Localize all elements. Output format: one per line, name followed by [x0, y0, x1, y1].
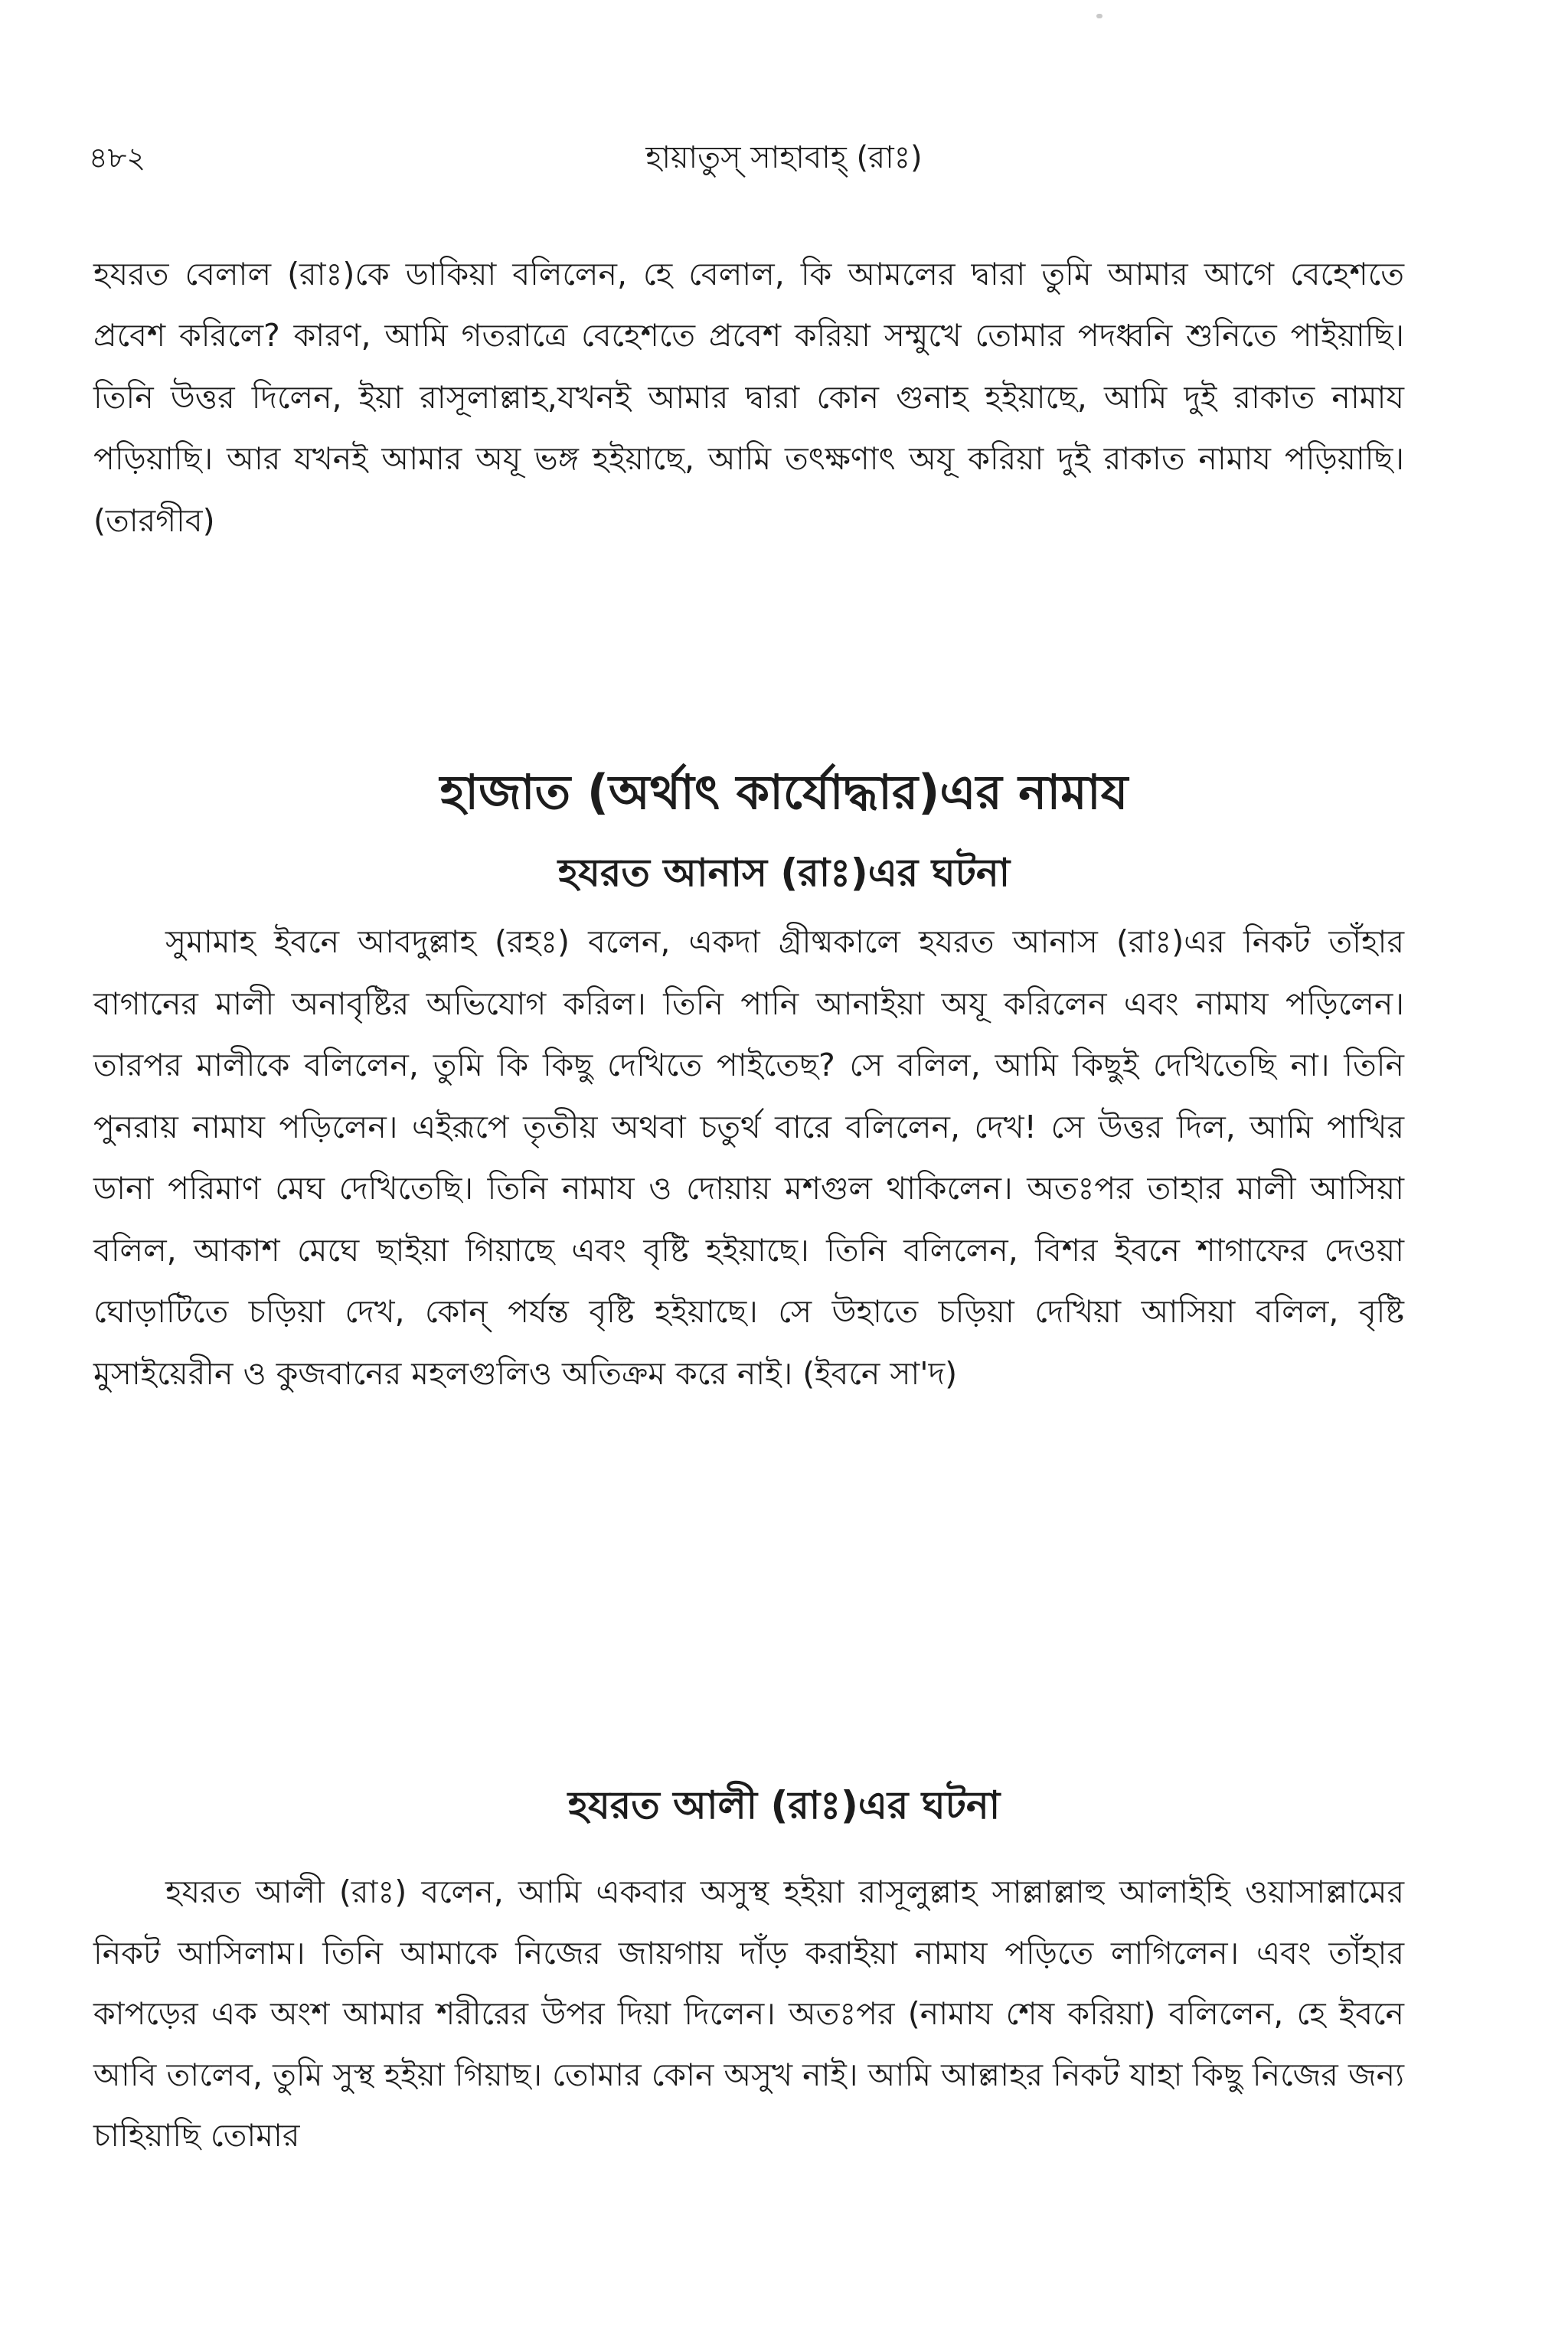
story-paragraph-anas: সুমামাহ ইবনে আবদুল্লাহ (রহঃ) বলেন, একদা গ্রীষ্মকালে হযরত আনাস (রাঃ)এর নিকট তাঁহার বাগানের মালী অনাবৃষ্টির অভিযোগ করিল। তিনি পানি আনাইয়া অযূ করিলেন এবং নামায পড়িলেন। তারপর মালীকে বলিলেন, তুমি কি কিছু দেখিতে পাইতেছ? সে বলিল, আমি কিছুই দেখিতেছি না। তিনি পুনরায় নামায পড়িলেন। এইরূপে তৃতীয় অথবা চতুর্থ বারে বলিলেন, দেখ! সে উত্তর দিল, আমি পাখির ডানা পরিমাণ মেঘ দেখিতেছি। তিনি নামায ও দোয়ায় মশগুল থাকিলেন। অতঃপর তাহার মালী আসিয়া বলিল, আকাশ মেঘে ছাইয়া গিয়াছে এবং বৃষ্টি হইয়াছে। তিনি বলিলেন, বিশর ইবনে শাগাফের দেওয়া ঘোড়াটিতে চড়িয়া দেখ, কোন্ পর্যন্ত বৃষ্টি হইয়াছে। সে উহাতে চড়িয়া দেখিয়া আসিয়া বলিল, বৃষ্টি মুসাইয়েরীন ও কুজবানের মহলগুলিও অতিক্রম করে নাই। (ইবনে সা'দ) — [93, 923, 1404, 1392]
section-heading: হাজাত (অর্থাৎ কার্যোদ্ধার)এর নামায — [439, 764, 1129, 820]
scan-speck — [1096, 14, 1102, 18]
running-title: হায়াতুস্ সাহাবাহ্ (রাঃ) — [645, 140, 923, 175]
story-heading-ali: হযরত আলী (রাঃ)এর ঘটনা — [567, 1783, 1001, 1828]
story-text-block-anas — [93, 911, 1404, 1404]
story-heading-anas: হযরত আনাস (রাঃ)এর ঘটনা — [557, 851, 1011, 895]
intro-paragraph: হযরত বেলাল (রাঃ)কে ডাকিয়া বলিলেন, হে বেলাল, কি আমলের দ্বারা তুমি আমার আগে বেহেশতে প্রবেশ করিলে? কারণ, আমি গতরাত্রে বেহেশতে প্রবেশ করিয়া সম্মুখে তোমার পদধ্বনি শুনিতে পাইয়াছি। তিনি উত্তর দিলেন, ইয়া রাসূলাল্লাহ,যখনই আমার দ্বারা কোন গুনাহ হইয়াছে, আমি দুই রাকাত নামায পড়িয়াছি। আর যখনই আমার অযূ ভঙ্গ হইয়াছে, আমি তৎক্ষণাৎ অযূ করিয়া দুই রাকাত নামায পড়িয়াছি। (তারগীব) — [93, 256, 1404, 539]
intro-text-block — [93, 243, 1404, 551]
story-text-block-ali — [93, 1862, 1404, 2167]
page-number: ৪৮২ — [89, 141, 146, 175]
story-paragraph-ali: হযরত আলী (রাঃ) বলেন, আমি একবার অসুস্থ হইয়া রাসূলুল্লাহ সাল্লাল্লাহু আলাইহি ওয়াসাল্লামের নিকট আসিলাম। তিনি আমাকে নিজের জায়গায় দাঁড় করাইয়া নামায পড়িতে লাগিলেন। এবং তাঁহার কাপড়ের এক অংশ আমার শরীরের উপর দিয়া দিলেন। অতঃপর (নামায শেষ করিয়া) বলিলেন, হে ইবনে আবি তালেব, তুমি সুস্থ হইয়া গিয়াছ। তোমার কোন অসুখ নাই। আমি আল্লাহর নিকট যাহা কিছু নিজের জন্য চাহিয়াছি তোমার — [93, 1873, 1404, 2154]
page-header — [0, 135, 1568, 181]
